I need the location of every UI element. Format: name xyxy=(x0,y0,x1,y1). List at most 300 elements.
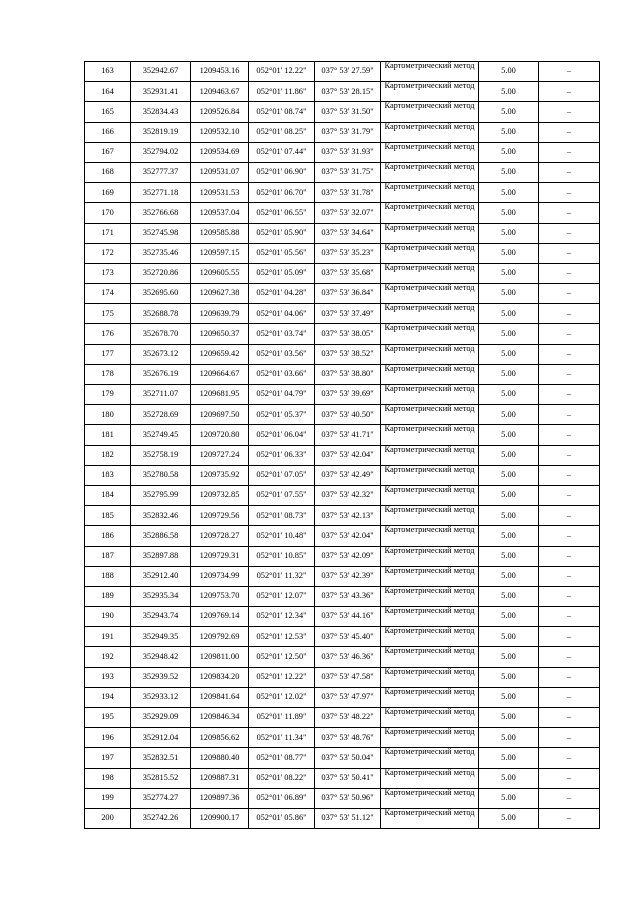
method-cell: Картометрический метод xyxy=(381,183,479,203)
y-coordinate-cell: 1209811.00 xyxy=(191,647,249,667)
latitude-cell: 052°01' 12.02" xyxy=(249,687,315,707)
method-cell: Картометрический метод xyxy=(381,324,479,344)
method-cell: Картометрический метод xyxy=(381,647,479,667)
description-cell: – xyxy=(539,142,600,162)
latitude-cell: 052°01' 05.86" xyxy=(249,808,315,828)
table-row xyxy=(85,586,600,606)
method-cell: Картометрический метод xyxy=(381,808,479,828)
x-coordinate-cell: 352886.58 xyxy=(131,526,191,546)
point-number-cell: 183 xyxy=(85,465,131,485)
y-coordinate-cell: 1209753.70 xyxy=(191,586,249,606)
method-cell: Картометрический метод xyxy=(381,667,479,687)
description-cell: – xyxy=(539,162,600,182)
x-coordinate-cell: 352678.70 xyxy=(131,324,191,344)
longitude-cell: 037° 53' 43.36" xyxy=(315,586,381,606)
accuracy-cell: 5.00 xyxy=(479,284,539,304)
accuracy-cell: 5.00 xyxy=(479,405,539,425)
description-cell: – xyxy=(539,223,600,243)
latitude-cell: 052°01' 12.07" xyxy=(249,586,315,606)
point-number-cell: 186 xyxy=(85,526,131,546)
accuracy-cell: 5.00 xyxy=(479,324,539,344)
point-number-cell: 177 xyxy=(85,344,131,364)
x-coordinate-cell: 352933.12 xyxy=(131,687,191,707)
y-coordinate-cell: 1209463.67 xyxy=(191,82,249,102)
point-number-cell: 173 xyxy=(85,263,131,283)
method-cell: Картометрический метод xyxy=(381,445,479,465)
accuracy-cell: 5.00 xyxy=(479,425,539,445)
y-coordinate-cell: 1209659.42 xyxy=(191,344,249,364)
description-cell: – xyxy=(539,243,600,263)
latitude-cell: 052°01' 07.44" xyxy=(249,142,315,162)
point-number-cell: 180 xyxy=(85,405,131,425)
description-cell: – xyxy=(539,687,600,707)
x-coordinate-cell: 352695.60 xyxy=(131,284,191,304)
description-cell: – xyxy=(539,748,600,768)
accuracy-cell: 5.00 xyxy=(479,304,539,324)
description-cell: – xyxy=(539,647,600,667)
method-cell: Картометрический метод xyxy=(381,607,479,627)
description-cell: – xyxy=(539,62,600,82)
method-cell: Картометрический метод xyxy=(381,566,479,586)
y-coordinate-cell: 1209887.31 xyxy=(191,768,249,788)
table-row xyxy=(85,667,600,687)
description-cell: – xyxy=(539,405,600,425)
method-cell: Картометрический метод xyxy=(381,506,479,526)
description-cell: – xyxy=(539,808,600,828)
longitude-cell: 037° 53' 38.80" xyxy=(315,364,381,384)
accuracy-cell: 5.00 xyxy=(479,667,539,687)
y-coordinate-cell: 1209729.31 xyxy=(191,546,249,566)
description-cell: – xyxy=(539,768,600,788)
y-coordinate-cell: 1209585.88 xyxy=(191,223,249,243)
method-cell: Картометрический метод xyxy=(381,748,479,768)
longitude-cell: 037° 53' 42.04" xyxy=(315,526,381,546)
longitude-cell: 037° 53' 40.50" xyxy=(315,405,381,425)
description-cell: – xyxy=(539,364,600,384)
y-coordinate-cell: 1209681.95 xyxy=(191,385,249,405)
method-cell: Картометрический метод xyxy=(381,162,479,182)
table-row xyxy=(85,203,600,223)
longitude-cell: 037° 53' 42.09" xyxy=(315,546,381,566)
description-cell: – xyxy=(539,122,600,142)
method-cell: Картометрический метод xyxy=(381,284,479,304)
point-number-cell: 196 xyxy=(85,728,131,748)
x-coordinate-cell: 352929.09 xyxy=(131,708,191,728)
longitude-cell: 037° 53' 41.71" xyxy=(315,425,381,445)
longitude-cell: 037° 53' 37.49" xyxy=(315,304,381,324)
point-number-cell: 184 xyxy=(85,485,131,505)
table-row xyxy=(85,304,600,324)
y-coordinate-cell: 1209605.55 xyxy=(191,263,249,283)
x-coordinate-cell: 352774.27 xyxy=(131,788,191,808)
x-coordinate-cell: 352815.52 xyxy=(131,768,191,788)
longitude-cell: 037° 53' 38.52" xyxy=(315,344,381,364)
longitude-cell: 037° 53' 42.13" xyxy=(315,506,381,526)
longitude-cell: 037° 53' 42.49" xyxy=(315,465,381,485)
x-coordinate-cell: 352832.51 xyxy=(131,748,191,768)
y-coordinate-cell: 1209453.16 xyxy=(191,62,249,82)
method-cell: Картометрический метод xyxy=(381,223,479,243)
y-coordinate-cell: 1209727.24 xyxy=(191,445,249,465)
latitude-cell: 052°01' 08.25" xyxy=(249,122,315,142)
method-cell: Картометрический метод xyxy=(381,142,479,162)
point-number-cell: 200 xyxy=(85,808,131,828)
description-cell: – xyxy=(539,263,600,283)
x-coordinate-cell: 352935.34 xyxy=(131,586,191,606)
y-coordinate-cell: 1209531.53 xyxy=(191,183,249,203)
y-coordinate-cell: 1209639.79 xyxy=(191,304,249,324)
latitude-cell: 052°01' 08.74" xyxy=(249,102,315,122)
table-row xyxy=(85,102,600,122)
longitude-cell: 037° 53' 31.75" xyxy=(315,162,381,182)
longitude-cell: 037° 53' 44.16" xyxy=(315,607,381,627)
x-coordinate-cell: 352771.18 xyxy=(131,183,191,203)
table-row xyxy=(85,546,600,566)
description-cell: – xyxy=(539,425,600,445)
point-number-cell: 174 xyxy=(85,284,131,304)
table-row xyxy=(85,183,600,203)
description-cell: – xyxy=(539,546,600,566)
accuracy-cell: 5.00 xyxy=(479,243,539,263)
method-cell: Картометрический метод xyxy=(381,465,479,485)
point-number-cell: 179 xyxy=(85,385,131,405)
y-coordinate-cell: 1209841.64 xyxy=(191,687,249,707)
x-coordinate-cell: 352931.41 xyxy=(131,82,191,102)
point-number-cell: 175 xyxy=(85,304,131,324)
accuracy-cell: 5.00 xyxy=(479,586,539,606)
latitude-cell: 052°01' 06.70" xyxy=(249,183,315,203)
x-coordinate-cell: 352939.52 xyxy=(131,667,191,687)
method-cell: Картометрический метод xyxy=(381,385,479,405)
y-coordinate-cell: 1209526.84 xyxy=(191,102,249,122)
latitude-cell: 052°01' 08.22" xyxy=(249,768,315,788)
y-coordinate-cell: 1209897.36 xyxy=(191,788,249,808)
y-coordinate-cell: 1209728.27 xyxy=(191,526,249,546)
x-coordinate-cell: 352948.42 xyxy=(131,647,191,667)
point-number-cell: 167 xyxy=(85,142,131,162)
point-number-cell: 169 xyxy=(85,183,131,203)
x-coordinate-cell: 352912.04 xyxy=(131,728,191,748)
x-coordinate-cell: 352758.19 xyxy=(131,445,191,465)
y-coordinate-cell: 1209880.40 xyxy=(191,748,249,768)
method-cell: Картометрический метод xyxy=(381,263,479,283)
table-row xyxy=(85,82,600,102)
method-cell: Картометрический метод xyxy=(381,788,479,808)
longitude-cell: 037° 53' 35.23" xyxy=(315,243,381,263)
point-number-cell: 178 xyxy=(85,364,131,384)
point-number-cell: 198 xyxy=(85,768,131,788)
latitude-cell: 052°01' 05.09" xyxy=(249,263,315,283)
x-coordinate-cell: 352780.58 xyxy=(131,465,191,485)
table-row xyxy=(85,788,600,808)
method-cell: Картометрический метод xyxy=(381,728,479,748)
x-coordinate-cell: 352673.12 xyxy=(131,344,191,364)
x-coordinate-cell: 352949.35 xyxy=(131,627,191,647)
table-row xyxy=(85,526,600,546)
method-cell: Картометрический метод xyxy=(381,122,479,142)
y-coordinate-cell: 1209769.14 xyxy=(191,607,249,627)
description-cell: – xyxy=(539,607,600,627)
x-coordinate-cell: 352795.99 xyxy=(131,485,191,505)
latitude-cell: 052°01' 12.22" xyxy=(249,667,315,687)
latitude-cell: 052°01' 11.86" xyxy=(249,82,315,102)
description-cell: – xyxy=(539,102,600,122)
x-coordinate-cell: 352688.78 xyxy=(131,304,191,324)
table-row xyxy=(85,344,600,364)
y-coordinate-cell: 1209532.10 xyxy=(191,122,249,142)
longitude-cell: 037° 53' 38.05" xyxy=(315,324,381,344)
x-coordinate-cell: 352711.07 xyxy=(131,385,191,405)
longitude-cell: 037° 53' 31.93" xyxy=(315,142,381,162)
point-number-cell: 199 xyxy=(85,788,131,808)
point-number-cell: 176 xyxy=(85,324,131,344)
description-cell: – xyxy=(539,385,600,405)
latitude-cell: 052°01' 11.32" xyxy=(249,566,315,586)
x-coordinate-cell: 352943.74 xyxy=(131,607,191,627)
longitude-cell: 037° 53' 35.68" xyxy=(315,263,381,283)
point-number-cell: 191 xyxy=(85,627,131,647)
accuracy-cell: 5.00 xyxy=(479,485,539,505)
accuracy-cell: 5.00 xyxy=(479,647,539,667)
table-row xyxy=(85,687,600,707)
table-row xyxy=(85,728,600,748)
table-row xyxy=(85,647,600,667)
latitude-cell: 052°01' 04.79" xyxy=(249,385,315,405)
y-coordinate-cell: 1209900.17 xyxy=(191,808,249,828)
point-number-cell: 172 xyxy=(85,243,131,263)
table-row xyxy=(85,768,600,788)
latitude-cell: 052°01' 04.06" xyxy=(249,304,315,324)
table-row xyxy=(85,284,600,304)
point-number-cell: 182 xyxy=(85,445,131,465)
x-coordinate-cell: 352766.68 xyxy=(131,203,191,223)
y-coordinate-cell: 1209856.62 xyxy=(191,728,249,748)
latitude-cell: 052°01' 06.90" xyxy=(249,162,315,182)
longitude-cell: 037° 53' 47.97" xyxy=(315,687,381,707)
table-row xyxy=(85,364,600,384)
accuracy-cell: 5.00 xyxy=(479,808,539,828)
point-number-cell: 168 xyxy=(85,162,131,182)
y-coordinate-cell: 1209734.99 xyxy=(191,566,249,586)
y-coordinate-cell: 1209720.80 xyxy=(191,425,249,445)
accuracy-cell: 5.00 xyxy=(479,263,539,283)
latitude-cell: 052°01' 03.74" xyxy=(249,324,315,344)
description-cell: – xyxy=(539,183,600,203)
y-coordinate-cell: 1209732.85 xyxy=(191,485,249,505)
point-number-cell: 197 xyxy=(85,748,131,768)
latitude-cell: 052°01' 04.28" xyxy=(249,284,315,304)
longitude-cell: 037° 53' 48.22" xyxy=(315,708,381,728)
longitude-cell: 037° 53' 31.50" xyxy=(315,102,381,122)
y-coordinate-cell: 1209531.07 xyxy=(191,162,249,182)
longitude-cell: 037° 53' 42.04" xyxy=(315,445,381,465)
accuracy-cell: 5.00 xyxy=(479,768,539,788)
x-coordinate-cell: 352745.98 xyxy=(131,223,191,243)
accuracy-cell: 5.00 xyxy=(479,566,539,586)
point-number-cell: 188 xyxy=(85,566,131,586)
accuracy-cell: 5.00 xyxy=(479,142,539,162)
longitude-cell: 037° 53' 48.76" xyxy=(315,728,381,748)
accuracy-cell: 5.00 xyxy=(479,788,539,808)
method-cell: Картометрический метод xyxy=(381,586,479,606)
accuracy-cell: 5.00 xyxy=(479,62,539,82)
accuracy-cell: 5.00 xyxy=(479,607,539,627)
x-coordinate-cell: 352777.37 xyxy=(131,162,191,182)
latitude-cell: 052°01' 07.05" xyxy=(249,465,315,485)
y-coordinate-cell: 1209729.56 xyxy=(191,506,249,526)
y-coordinate-cell: 1209597.15 xyxy=(191,243,249,263)
description-cell: – xyxy=(539,728,600,748)
method-cell: Картометрический метод xyxy=(381,687,479,707)
accuracy-cell: 5.00 xyxy=(479,344,539,364)
accuracy-cell: 5.00 xyxy=(479,223,539,243)
description-cell: – xyxy=(539,708,600,728)
longitude-cell: 037° 53' 42.32" xyxy=(315,485,381,505)
latitude-cell: 052°01' 07.55" xyxy=(249,485,315,505)
y-coordinate-cell: 1209735.92 xyxy=(191,465,249,485)
description-cell: – xyxy=(539,465,600,485)
description-cell: – xyxy=(539,324,600,344)
latitude-cell: 052°01' 10.48" xyxy=(249,526,315,546)
method-cell: Картометрический метод xyxy=(381,243,479,263)
longitude-cell: 037° 53' 31.78" xyxy=(315,183,381,203)
table-row xyxy=(85,748,600,768)
table-row xyxy=(85,162,600,182)
table-row xyxy=(85,324,600,344)
accuracy-cell: 5.00 xyxy=(479,122,539,142)
description-cell: – xyxy=(539,485,600,505)
x-coordinate-cell: 352676.19 xyxy=(131,364,191,384)
method-cell: Картометрический метод xyxy=(381,627,479,647)
description-cell: – xyxy=(539,284,600,304)
x-coordinate-cell: 352794.02 xyxy=(131,142,191,162)
x-coordinate-cell: 352912.40 xyxy=(131,566,191,586)
table-row xyxy=(85,405,600,425)
table-row xyxy=(85,142,600,162)
latitude-cell: 052°01' 12.22" xyxy=(249,62,315,82)
latitude-cell: 052°01' 06.33" xyxy=(249,445,315,465)
point-number-cell: 171 xyxy=(85,223,131,243)
table-row xyxy=(85,385,600,405)
latitude-cell: 052°01' 06.04" xyxy=(249,425,315,445)
y-coordinate-cell: 1209664.67 xyxy=(191,364,249,384)
table-row xyxy=(85,566,600,586)
point-number-cell: 190 xyxy=(85,607,131,627)
latitude-cell: 052°01' 08.73" xyxy=(249,506,315,526)
x-coordinate-cell: 352742.26 xyxy=(131,808,191,828)
description-cell: – xyxy=(539,344,600,364)
accuracy-cell: 5.00 xyxy=(479,203,539,223)
description-cell: – xyxy=(539,506,600,526)
y-coordinate-cell: 1209537.04 xyxy=(191,203,249,223)
longitude-cell: 037° 53' 28.15" xyxy=(315,82,381,102)
table-row xyxy=(85,506,600,526)
longitude-cell: 037° 53' 50.04" xyxy=(315,748,381,768)
method-cell: Картометрический метод xyxy=(381,203,479,223)
description-cell: – xyxy=(539,788,600,808)
table-row xyxy=(85,223,600,243)
coordinates-table xyxy=(84,61,600,829)
point-number-cell: 185 xyxy=(85,506,131,526)
table-row xyxy=(85,465,600,485)
x-coordinate-cell: 352749.45 xyxy=(131,425,191,445)
method-cell: Картометрический метод xyxy=(381,62,479,82)
x-coordinate-cell: 352834.43 xyxy=(131,102,191,122)
longitude-cell: 037° 53' 34.64" xyxy=(315,223,381,243)
latitude-cell: 052°01' 12.34" xyxy=(249,607,315,627)
longitude-cell: 037° 53' 51.12" xyxy=(315,808,381,828)
x-coordinate-cell: 352832.46 xyxy=(131,506,191,526)
table-row xyxy=(85,122,600,142)
table-row xyxy=(85,708,600,728)
method-cell: Картометрический метод xyxy=(381,82,479,102)
table-row xyxy=(85,485,600,505)
x-coordinate-cell: 352942.67 xyxy=(131,62,191,82)
accuracy-cell: 5.00 xyxy=(479,526,539,546)
point-number-cell: 165 xyxy=(85,102,131,122)
description-cell: – xyxy=(539,586,600,606)
accuracy-cell: 5.00 xyxy=(479,627,539,647)
x-coordinate-cell: 352735.46 xyxy=(131,243,191,263)
method-cell: Картометрический метод xyxy=(381,364,479,384)
accuracy-cell: 5.00 xyxy=(479,102,539,122)
point-number-cell: 189 xyxy=(85,586,131,606)
y-coordinate-cell: 1209627.38 xyxy=(191,284,249,304)
table-row xyxy=(85,607,600,627)
point-number-cell: 187 xyxy=(85,546,131,566)
x-coordinate-cell: 352728.69 xyxy=(131,405,191,425)
latitude-cell: 052°01' 11.34" xyxy=(249,728,315,748)
description-cell: – xyxy=(539,627,600,647)
accuracy-cell: 5.00 xyxy=(479,364,539,384)
table-row xyxy=(85,445,600,465)
point-number-cell: 163 xyxy=(85,62,131,82)
latitude-cell: 052°01' 06.55" xyxy=(249,203,315,223)
method-cell: Картометрический метод xyxy=(381,344,479,364)
longitude-cell: 037° 53' 36.84" xyxy=(315,284,381,304)
method-cell: Картометрический метод xyxy=(381,768,479,788)
description-cell: – xyxy=(539,82,600,102)
latitude-cell: 052°01' 08.77" xyxy=(249,748,315,768)
accuracy-cell: 5.00 xyxy=(479,385,539,405)
longitude-cell: 037° 53' 50.41" xyxy=(315,768,381,788)
method-cell: Картометрический метод xyxy=(381,425,479,445)
accuracy-cell: 5.00 xyxy=(479,162,539,182)
table-row xyxy=(85,425,600,445)
latitude-cell: 052°01' 11.89" xyxy=(249,708,315,728)
table-row xyxy=(85,263,600,283)
longitude-cell: 037° 53' 47.58" xyxy=(315,667,381,687)
latitude-cell: 052°01' 05.37" xyxy=(249,405,315,425)
method-cell: Картометрический метод xyxy=(381,405,479,425)
method-cell: Картометрический метод xyxy=(381,304,479,324)
latitude-cell: 052°01' 10.85" xyxy=(249,546,315,566)
accuracy-cell: 5.00 xyxy=(479,546,539,566)
longitude-cell: 037° 53' 45.40" xyxy=(315,627,381,647)
latitude-cell: 052°01' 12.50" xyxy=(249,647,315,667)
longitude-cell: 037° 53' 27.59" xyxy=(315,62,381,82)
method-cell: Картометрический метод xyxy=(381,485,479,505)
accuracy-cell: 5.00 xyxy=(479,728,539,748)
accuracy-cell: 5.00 xyxy=(479,445,539,465)
y-coordinate-cell: 1209650.37 xyxy=(191,324,249,344)
description-cell: – xyxy=(539,667,600,687)
latitude-cell: 052°01' 05.90" xyxy=(249,223,315,243)
accuracy-cell: 5.00 xyxy=(479,506,539,526)
x-coordinate-cell: 352720.86 xyxy=(131,263,191,283)
point-number-cell: 164 xyxy=(85,82,131,102)
y-coordinate-cell: 1209697.50 xyxy=(191,405,249,425)
